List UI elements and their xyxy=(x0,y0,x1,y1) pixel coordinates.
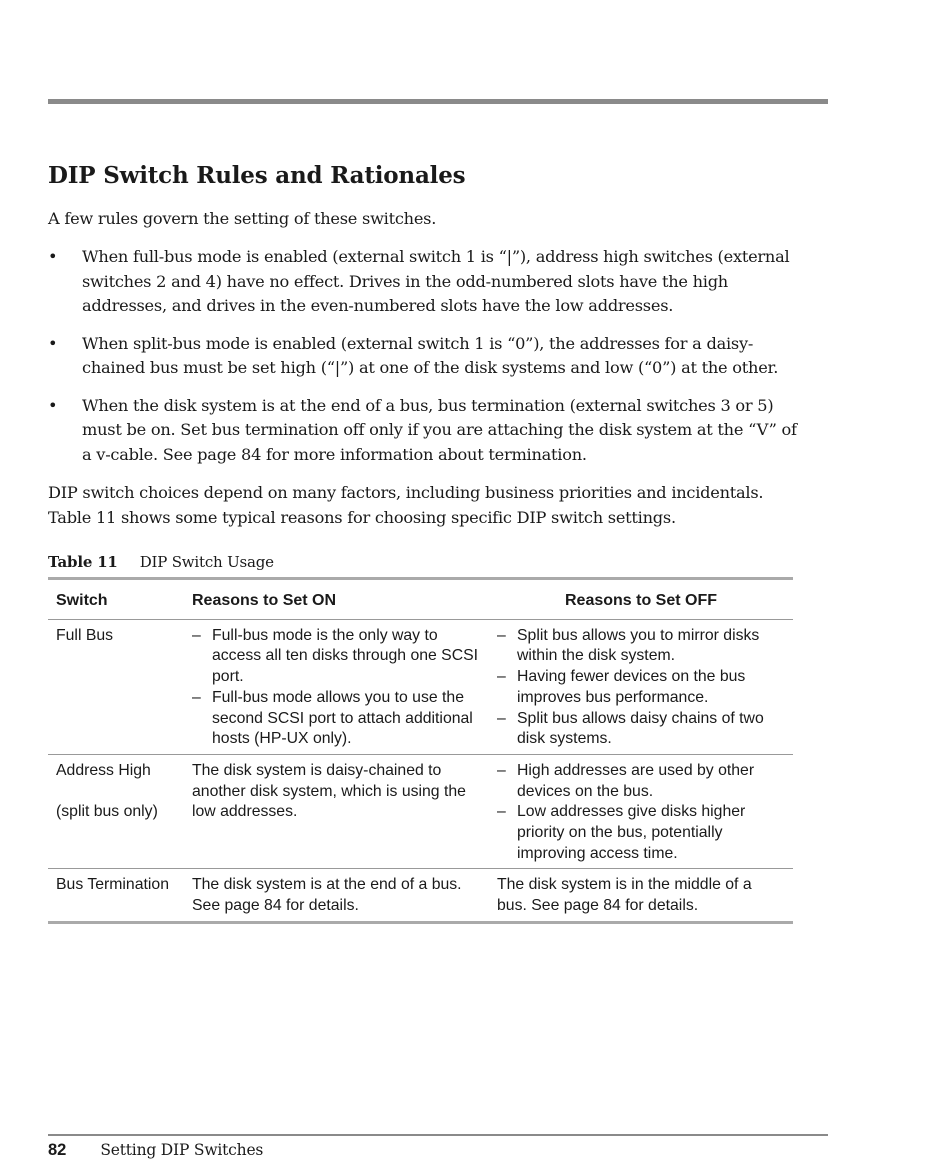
rule-text: When the disk system is at the end of a bus, bus termination (external switches 3 or 5) must be on. Set bus termination off only if you are attaching the disk system at the “V” of a v-cable. See page 84 for more information about termination. xyxy=(82,395,797,464)
top-rule xyxy=(48,99,828,104)
table-title: DIP Switch Usage xyxy=(139,553,274,571)
header-reasons-on: Reasons to Set ON xyxy=(184,579,489,620)
reason-item: – Low addresses give disks higher priority on the bus, potentially improving access time. xyxy=(497,803,746,862)
dip-switch-table xyxy=(48,577,793,924)
bullet-icon: • xyxy=(48,395,58,415)
reason-item: – High addresses are used by other devices on the bus. xyxy=(497,761,755,800)
switch-name: Address High xyxy=(56,761,151,779)
cell-reasons-on: The disk system is daisy-chained to another disk system, which is using the low addresses. xyxy=(184,754,489,869)
footer-title: Setting DIP Switches xyxy=(100,1141,264,1159)
table-row xyxy=(48,619,793,754)
bottom-rule xyxy=(48,1134,828,1136)
rule-item xyxy=(48,332,808,381)
reason-item: – Full-bus mode is the only way to access all ten disks through one SCSI port. xyxy=(192,626,479,686)
rule-text: When split-bus mode is enabled (external switch 1 is “0”), the addresses for a daisy-chained bus must be set high (“|”) at one of the disk systems and low (“0”) at the other. xyxy=(82,333,779,377)
switch-note: (split bus only) xyxy=(56,802,158,820)
cell-reasons-on: The disk system is at the end of a bus. See page 84 for details. xyxy=(192,876,462,915)
bullet-icon: • xyxy=(48,247,58,266)
page-footer xyxy=(48,1140,263,1160)
header-switch: Switch xyxy=(48,579,184,620)
rule-item xyxy=(48,245,808,319)
table-header-row xyxy=(48,579,793,620)
intro-paragraph: A few rules govern the setting of these switches. xyxy=(48,209,437,228)
table-caption xyxy=(48,553,274,571)
cell-reasons-off: The disk system is in the middle of a bus. See page 84 for details. xyxy=(497,876,752,915)
page-number: 82 xyxy=(48,1141,67,1159)
cell-reasons-on xyxy=(184,619,489,754)
header-reasons-off: Reasons to Set OFF xyxy=(489,579,793,620)
rule-text: When full-bus mode is enabled (external switch 1 is “|”), address high switches (external switches 2 and 4) have no effect. Drives in the odd-numbered slots have the high addresses, and drives in the even-numbered slots have the low addresses. xyxy=(82,247,790,315)
cell-switch xyxy=(48,754,184,869)
choices-paragraph: DIP switch choices depend on many factors, including business priorities and incidentals. Table 11 shows some typical reasons for choosing specific DIP switch settings. xyxy=(48,483,764,527)
rule-item xyxy=(48,394,808,468)
cell-reasons-off xyxy=(489,754,793,869)
reason-item: – Split bus allows you to mirror disks within the disk system. xyxy=(497,626,760,665)
table-number: Table 11 xyxy=(48,553,118,571)
table-row xyxy=(48,869,793,922)
rules-list xyxy=(48,245,808,480)
reason-item: – Having fewer devices on the bus improves bus performance. xyxy=(497,668,746,706)
reason-item: – Full-bus mode allows you to use the second SCSI port to attach additional hosts (HP-UX only). xyxy=(192,688,473,748)
cell-reasons-off xyxy=(489,619,793,754)
section-title: DIP Switch Rules and Rationales xyxy=(48,162,466,189)
cell-switch: Bus Termination xyxy=(56,876,169,894)
cell-switch: Full Bus xyxy=(48,619,184,754)
reason-item: – Split bus allows daisy chains of two disk systems. xyxy=(497,709,764,748)
table-row xyxy=(48,754,793,869)
bullet-icon: • xyxy=(48,333,58,353)
